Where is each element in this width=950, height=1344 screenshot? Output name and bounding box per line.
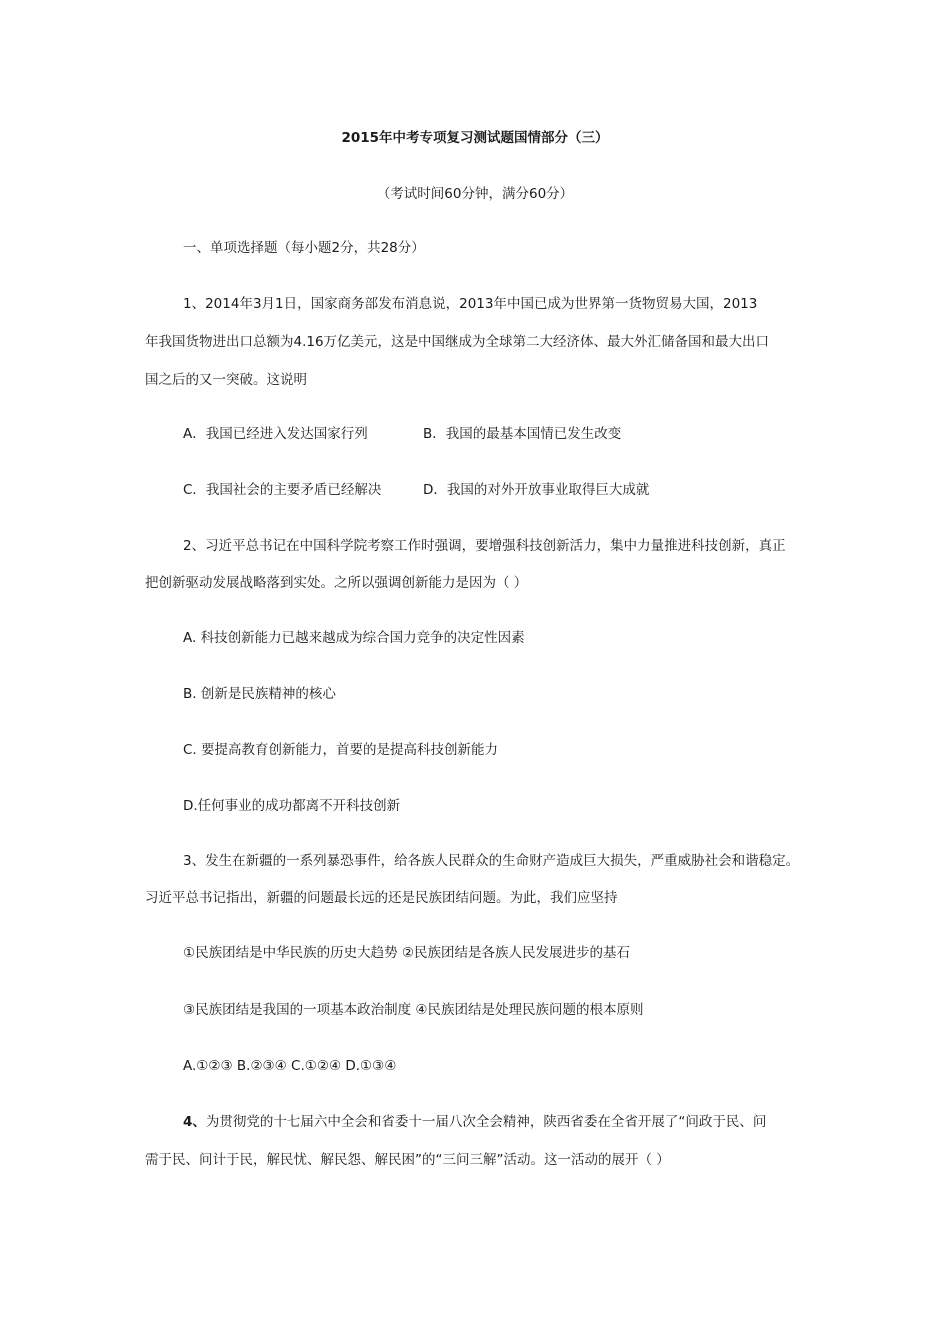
question-2-line-1: 2、习近平总书记在中国科学院考察工作时强调，要增强科技创新活力，集中力量推进科技创新，真正	[183, 538, 786, 554]
question-2-option-c: C. 要提高教育创新能力，首要的是提高科技创新能力	[183, 742, 499, 758]
question-3-line-2: 习近平总书记指出，新疆的问题最长远的还是民族团结问题。为此，我们应坚持	[145, 890, 618, 906]
question-1-option-c: C．我国社会的主要矛盾已经解决	[183, 482, 382, 498]
question-3-statement-2: ③民族团结是我国的一项基本政治制度 ④民族团结是处理民族问题的根本原则	[183, 1002, 644, 1018]
question-2-option-a: A. 科技创新能力已越来越成为综合国力竞争的决定性因素	[183, 630, 525, 646]
question-4-number: 4、	[183, 1114, 206, 1130]
page-subtitle: （考试时间60分钟，满分60分）	[376, 186, 574, 202]
question-1-line-2: 年我国货物进出口总额为4.16万亿美元，这是中国继成为全球第二大经济体、最大外汇储备国和最大出口	[145, 334, 770, 350]
question-1-options-row-2	[183, 480, 863, 500]
question-1-option-b: B．我国的最基本国情已发生改变	[423, 426, 622, 442]
question-4-line-1-text: 为贯彻党的十七届六中全会和省委十一届八次全会精神，陕西省委在全省开展了“问政于民、问	[205, 1114, 767, 1130]
question-4-line-1	[183, 1112, 863, 1132]
page-title: 2015年中考专项复习测试题国情部分（三）	[341, 130, 609, 146]
question-1-line-3: 国之后的又一突破。这说明	[145, 372, 307, 388]
question-2-line-2: 把创新驱动发展战略落到实处。之所以强调创新能力是因为（ ）	[145, 575, 528, 591]
question-3-options: A.①②③ B.②③④ C.①②④ D.①③④	[183, 1058, 397, 1074]
question-1-line-1: 1、2014年3月1日，国家商务部发布消息说，2013年中国已成为世界第一货物贸易大国，2013	[183, 296, 758, 312]
question-1-options-row-1	[183, 424, 863, 444]
question-3-statement-1: ①民族团结是中华民族的历史大趋势 ②民族团结是各族人民发展进步的基石	[183, 945, 630, 961]
section-heading: 一、单项选择题（每小题2分，共28分）	[183, 240, 425, 256]
question-1-option-d: D．我国的对外开放事业取得巨大成就	[423, 482, 650, 498]
question-3-line-1: 3、发生在新疆的一系列暴恐事件，给各族人民群众的生命财产造成巨大损失，严重威胁社会和谐稳定。	[183, 853, 800, 869]
question-4-line-2: 需于民、问计于民，解民忧、解民怨、解民困”的“三问三解”活动。这一活动的展开（ ）	[145, 1152, 670, 1168]
question-2-option-b: B. 创新是民族精神的核心	[183, 686, 336, 702]
question-1-option-a: A．我国已经进入发达国家行列	[183, 426, 368, 442]
question-2-option-d: D.任何事业的成功都离不开科技创新	[183, 798, 401, 814]
